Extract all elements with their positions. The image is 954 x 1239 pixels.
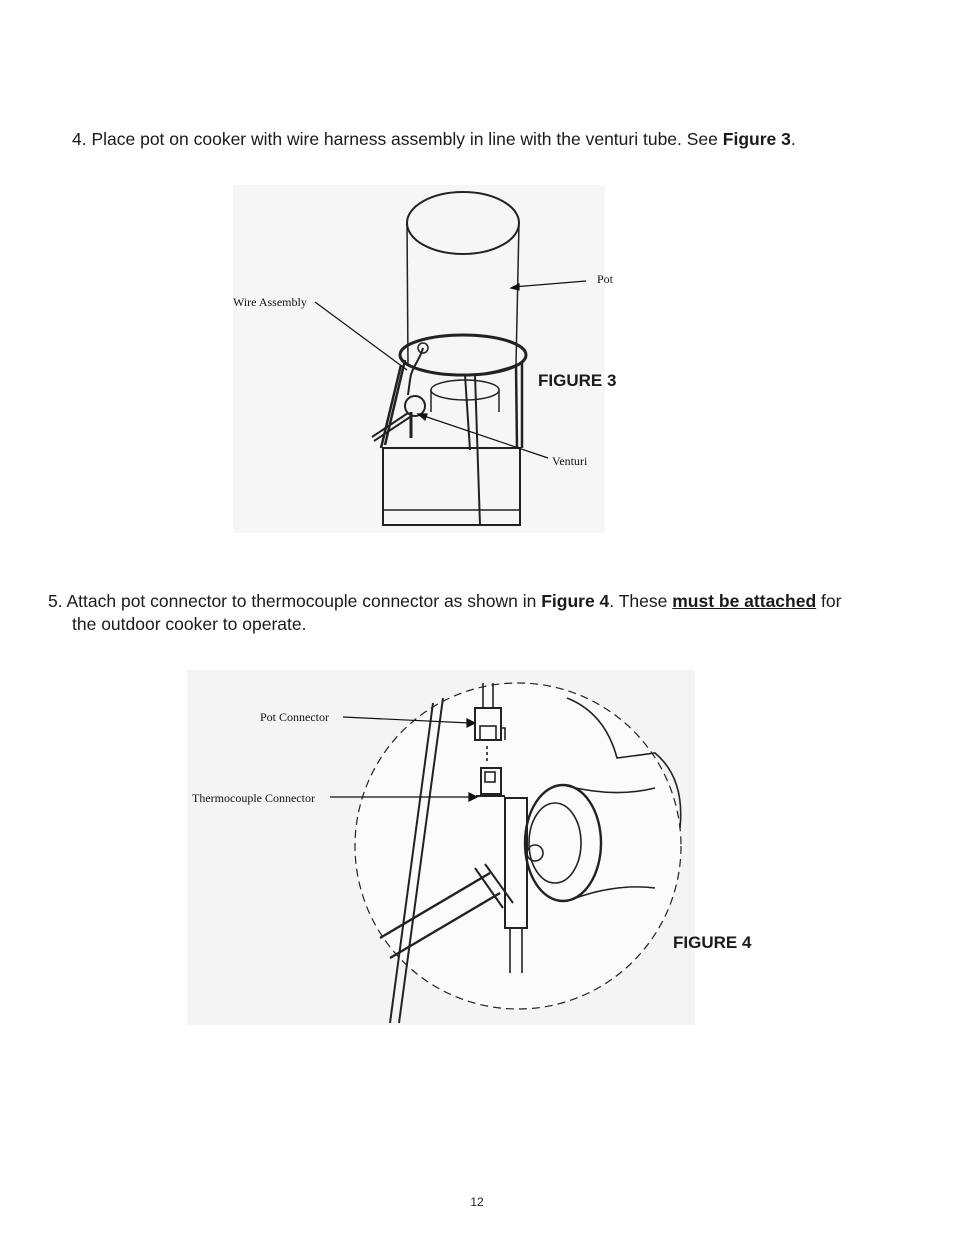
- step-4-instruction: [72, 128, 912, 151]
- callout-wire-assembly: Wire Assembly: [233, 295, 307, 309]
- figure-3-reference: Figure 3: [722, 129, 791, 149]
- figure-3-illustration: [230, 180, 630, 535]
- step-5-middle: . These: [609, 591, 673, 611]
- callout-thermocouple-connector: Thermocouple Connector: [192, 791, 315, 805]
- step-4-suffix: .: [790, 129, 796, 149]
- figure-4-illustration: [185, 668, 775, 1028]
- callout-pot-connector: Pot Connector: [260, 710, 329, 724]
- callout-pot: Pot: [597, 272, 614, 286]
- step-5-instruction: [48, 590, 928, 636]
- figure-4-reference: Figure 4: [541, 591, 610, 611]
- detail-circle: [355, 683, 681, 1009]
- figure-3-label: FIGURE 3: [538, 371, 617, 390]
- step-4-text: 4. Place pot on cooker with wire harness assembly in line with the venturi tube. See: [72, 129, 723, 149]
- step-5-line1-end: for: [816, 591, 842, 611]
- callout-venturi: Venturi: [552, 454, 588, 468]
- step-5-emphasis: must be attached: [672, 591, 817, 611]
- step-5-text: 5. Attach pot connector to thermocouple connector as shown in: [48, 591, 542, 611]
- page-number: 12: [470, 1195, 484, 1209]
- figure-4-label: FIGURE 4: [673, 933, 752, 952]
- step-5-continuation: the outdoor cooker to operate.: [72, 614, 307, 634]
